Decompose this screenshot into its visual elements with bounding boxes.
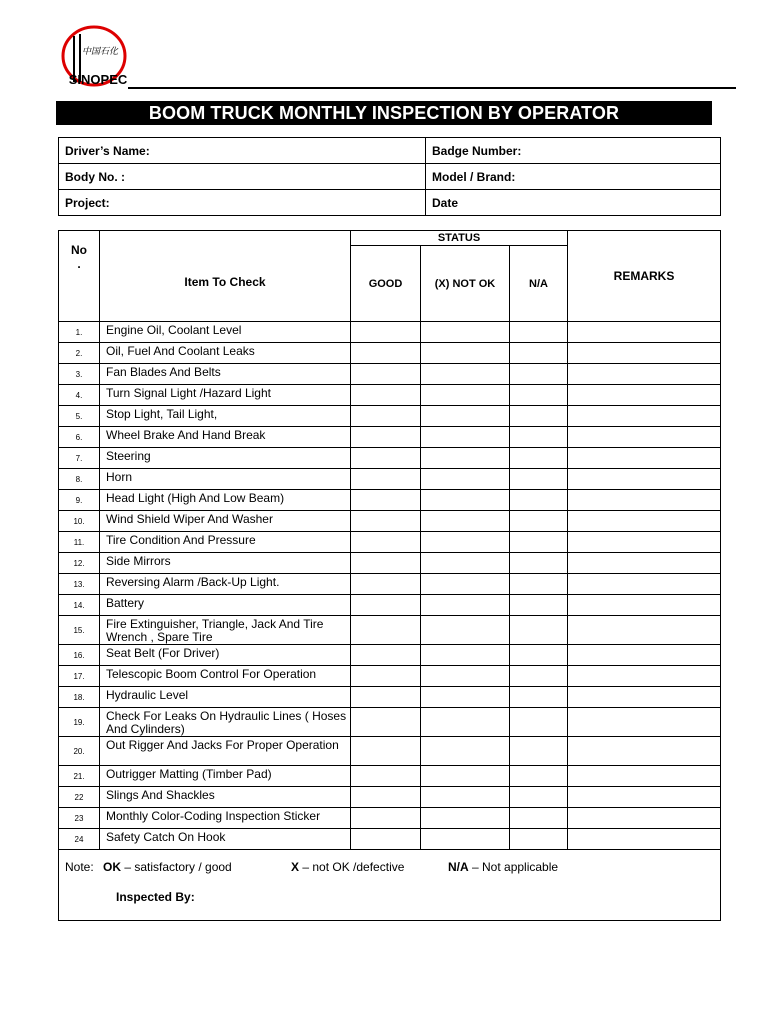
remarks-cell[interactable]: [568, 322, 721, 343]
table-row: [59, 708, 721, 737]
remarks-cell[interactable]: [568, 737, 721, 766]
not-ok-cell[interactable]: [421, 645, 510, 666]
good-cell[interactable]: [351, 385, 421, 406]
row-item: Telescopic Boom Control For Operation: [100, 666, 351, 687]
not-ok-cell[interactable]: [421, 490, 510, 511]
good-cell[interactable]: [351, 687, 421, 708]
not-ok-cell[interactable]: [421, 829, 510, 850]
not-ok-cell[interactable]: [421, 687, 510, 708]
remarks-cell[interactable]: [568, 448, 721, 469]
table-row: [59, 406, 721, 427]
good-cell[interactable]: [351, 595, 421, 616]
table-row: [59, 448, 721, 469]
table-row: [59, 322, 721, 343]
row-item: Hydraulic Level: [100, 687, 351, 708]
not-ok-cell[interactable]: [421, 469, 510, 490]
no-header: No .: [59, 231, 100, 322]
table-row: [59, 737, 721, 766]
row-number: 15.: [59, 616, 100, 645]
row-item: Oil, Fuel And Coolant Leaks: [100, 343, 351, 364]
remarks-cell[interactable]: [568, 766, 721, 787]
table-row: [59, 511, 721, 532]
row-number: 11.: [59, 532, 100, 553]
na-cell[interactable]: [510, 766, 568, 787]
not-ok-cell[interactable]: [421, 532, 510, 553]
inspection-table: [58, 230, 721, 921]
remarks-cell[interactable]: [568, 645, 721, 666]
row-number: 1.: [59, 322, 100, 343]
project-field: Project:: [59, 190, 426, 216]
row-item: Steering: [100, 448, 351, 469]
good-cell[interactable]: [351, 448, 421, 469]
good-cell[interactable]: [351, 511, 421, 532]
good-cell[interactable]: [351, 406, 421, 427]
row-number: 10.: [59, 511, 100, 532]
not-ok-cell[interactable]: [421, 406, 510, 427]
na-cell[interactable]: [510, 469, 568, 490]
remarks-cell[interactable]: [568, 708, 721, 737]
row-number: 18.: [59, 687, 100, 708]
remarks-cell[interactable]: [568, 808, 721, 829]
row-item: Fire Extinguisher, Triangle, Jack And Tire Wrench , Spare Tire: [100, 616, 351, 645]
remarks-cell[interactable]: [568, 595, 721, 616]
not-ok-header: (X) NOT OK: [421, 246, 510, 322]
not-ok-cell[interactable]: [421, 616, 510, 645]
row-number: 14.: [59, 595, 100, 616]
na-cell[interactable]: [510, 343, 568, 364]
not-ok-cell[interactable]: [421, 808, 510, 829]
remarks-cell[interactable]: [568, 532, 721, 553]
row-item: Safety Catch On Hook: [100, 829, 351, 850]
table-row: [59, 385, 721, 406]
row-number: 20.: [59, 737, 100, 766]
row-number: 13.: [59, 574, 100, 595]
table-row: [59, 787, 721, 808]
good-cell[interactable]: [351, 469, 421, 490]
remarks-cell[interactable]: [568, 511, 721, 532]
good-cell[interactable]: [351, 766, 421, 787]
good-header: GOOD: [351, 246, 421, 322]
drivers-name-field: Driver’s Name:: [59, 138, 426, 164]
remarks-header: REMARKS: [568, 231, 721, 322]
table-row: [59, 427, 721, 448]
row-item: Seat Belt (For Driver): [100, 645, 351, 666]
good-cell[interactable]: [351, 829, 421, 850]
item-header: Item To Check: [100, 231, 351, 322]
na-cell[interactable]: [510, 595, 568, 616]
badge-number-field: Badge Number:: [426, 138, 721, 164]
table-row: [59, 343, 721, 364]
remarks-cell[interactable]: [568, 469, 721, 490]
na-cell[interactable]: [510, 490, 568, 511]
row-item: Slings And Shackles: [100, 787, 351, 808]
table-row: [59, 595, 721, 616]
remarks-cell[interactable]: [568, 385, 721, 406]
row-item: Wheel Brake And Hand Break: [100, 427, 351, 448]
form-title: BOOM TRUCK MONTHLY INSPECTION BY OPERATOR: [56, 101, 712, 125]
table-row: [59, 687, 721, 708]
date-field: Date: [426, 190, 721, 216]
not-ok-cell[interactable]: [421, 427, 510, 448]
na-cell[interactable]: [510, 645, 568, 666]
not-ok-cell[interactable]: [421, 708, 510, 737]
remarks-cell[interactable]: [568, 406, 721, 427]
good-cell[interactable]: [351, 553, 421, 574]
na-cell[interactable]: [510, 532, 568, 553]
na-cell[interactable]: [510, 737, 568, 766]
table-row: [59, 364, 721, 385]
good-cell[interactable]: [351, 364, 421, 385]
row-item: Head Light (High And Low Beam): [100, 490, 351, 511]
row-number: 12.: [59, 553, 100, 574]
good-cell[interactable]: [351, 666, 421, 687]
svg-text:中国石化: 中国石化: [81, 46, 119, 56]
not-ok-cell[interactable]: [421, 322, 510, 343]
na-cell[interactable]: [510, 364, 568, 385]
note: Note: OK – satisfactory / good X – not OK /defective N/A – Not applicable: [59, 850, 721, 921]
row-item: Outrigger Matting (Timber Pad): [100, 766, 351, 787]
good-cell[interactable]: [351, 737, 421, 766]
na-cell[interactable]: [510, 322, 568, 343]
row-number: 6.: [59, 427, 100, 448]
body-no-field: Body No. :: [59, 164, 426, 190]
na-cell[interactable]: [510, 511, 568, 532]
row-number: 2.: [59, 343, 100, 364]
na-header: N/A: [510, 246, 568, 322]
na-cell[interactable]: [510, 787, 568, 808]
na-cell[interactable]: [510, 708, 568, 737]
row-item: Engine Oil, Coolant Level: [100, 322, 351, 343]
remarks-cell[interactable]: [568, 343, 721, 364]
row-number: 24: [59, 829, 100, 850]
good-cell[interactable]: [351, 616, 421, 645]
remarks-cell[interactable]: [568, 490, 721, 511]
status-header: STATUS: [351, 231, 568, 246]
na-cell[interactable]: [510, 385, 568, 406]
not-ok-cell[interactable]: [421, 666, 510, 687]
row-item: Out Rigger And Jacks For Proper Operation: [100, 737, 351, 766]
row-item: Wind Shield Wiper And Washer: [100, 511, 351, 532]
not-ok-cell[interactable]: [421, 364, 510, 385]
not-ok-cell[interactable]: [421, 574, 510, 595]
good-cell[interactable]: [351, 490, 421, 511]
table-row: [59, 808, 721, 829]
good-cell[interactable]: [351, 322, 421, 343]
na-cell[interactable]: [510, 448, 568, 469]
na-cell[interactable]: [510, 829, 568, 850]
na-cell[interactable]: [510, 574, 568, 595]
not-ok-cell[interactable]: [421, 343, 510, 364]
na-cell[interactable]: [510, 406, 568, 427]
row-item: Monthly Color-Coding Inspection Sticker: [100, 808, 351, 829]
remarks-cell[interactable]: [568, 574, 721, 595]
good-cell[interactable]: [351, 427, 421, 448]
row-number: 17.: [59, 666, 100, 687]
row-item: Tire Condition And Pressure: [100, 532, 351, 553]
row-number: 5.: [59, 406, 100, 427]
na-cell[interactable]: [510, 427, 568, 448]
inspected-by-label: Inspected By:: [116, 890, 195, 904]
row-item: Horn: [100, 469, 351, 490]
not-ok-cell[interactable]: [421, 511, 510, 532]
table-row: [59, 616, 721, 645]
table-row: [59, 553, 721, 574]
good-cell[interactable]: [351, 787, 421, 808]
good-cell[interactable]: [351, 645, 421, 666]
info-table: [58, 137, 721, 216]
row-number: 3.: [59, 364, 100, 385]
remarks-cell[interactable]: [568, 687, 721, 708]
table-row: [59, 574, 721, 595]
table-row: [59, 666, 721, 687]
table-row: [59, 469, 721, 490]
row-item: Reversing Alarm /Back-Up Light.: [100, 574, 351, 595]
row-item: Stop Light, Tail Light,: [100, 406, 351, 427]
not-ok-cell[interactable]: [421, 766, 510, 787]
row-item: Side Mirrors: [100, 553, 351, 574]
svg-text:SINOPEC: SINOPEC: [68, 72, 128, 87]
not-ok-cell[interactable]: [421, 448, 510, 469]
table-row: [59, 645, 721, 666]
row-number: 4.: [59, 385, 100, 406]
row-number: 7.: [59, 448, 100, 469]
row-item: Turn Signal Light /Hazard Light: [100, 385, 351, 406]
na-cell[interactable]: [510, 666, 568, 687]
good-cell[interactable]: [351, 574, 421, 595]
table-row: [59, 829, 721, 850]
remarks-cell[interactable]: [568, 666, 721, 687]
row-number: 16.: [59, 645, 100, 666]
row-number: 9.: [59, 490, 100, 511]
na-cell[interactable]: [510, 553, 568, 574]
header-rule: [128, 87, 736, 89]
row-item: Check For Leaks On Hydraulic Lines ( Hoses And Cylinders): [100, 708, 351, 737]
not-ok-cell[interactable]: [421, 787, 510, 808]
remarks-cell[interactable]: [568, 427, 721, 448]
good-cell[interactable]: [351, 532, 421, 553]
remarks-cell[interactable]: [568, 616, 721, 645]
row-number: 22: [59, 787, 100, 808]
row-item: Battery: [100, 595, 351, 616]
remarks-cell[interactable]: [568, 787, 721, 808]
good-cell[interactable]: [351, 708, 421, 737]
na-cell[interactable]: [510, 687, 568, 708]
na-cell[interactable]: [510, 616, 568, 645]
remarks-cell[interactable]: [568, 364, 721, 385]
company-logo: [58, 24, 128, 90]
row-number: 21.: [59, 766, 100, 787]
remarks-cell[interactable]: [568, 553, 721, 574]
not-ok-cell[interactable]: [421, 385, 510, 406]
not-ok-cell[interactable]: [421, 553, 510, 574]
row-number: 19.: [59, 708, 100, 737]
good-cell[interactable]: [351, 808, 421, 829]
na-cell[interactable]: [510, 808, 568, 829]
table-row: [59, 532, 721, 553]
remarks-cell[interactable]: [568, 829, 721, 850]
table-row: [59, 766, 721, 787]
row-item: Fan Blades And Belts: [100, 364, 351, 385]
row-number: 8.: [59, 469, 100, 490]
not-ok-cell[interactable]: [421, 595, 510, 616]
good-cell[interactable]: [351, 343, 421, 364]
row-number: 23: [59, 808, 100, 829]
model-brand-field: Model / Brand:: [426, 164, 721, 190]
not-ok-cell[interactable]: [421, 737, 510, 766]
table-row: [59, 490, 721, 511]
